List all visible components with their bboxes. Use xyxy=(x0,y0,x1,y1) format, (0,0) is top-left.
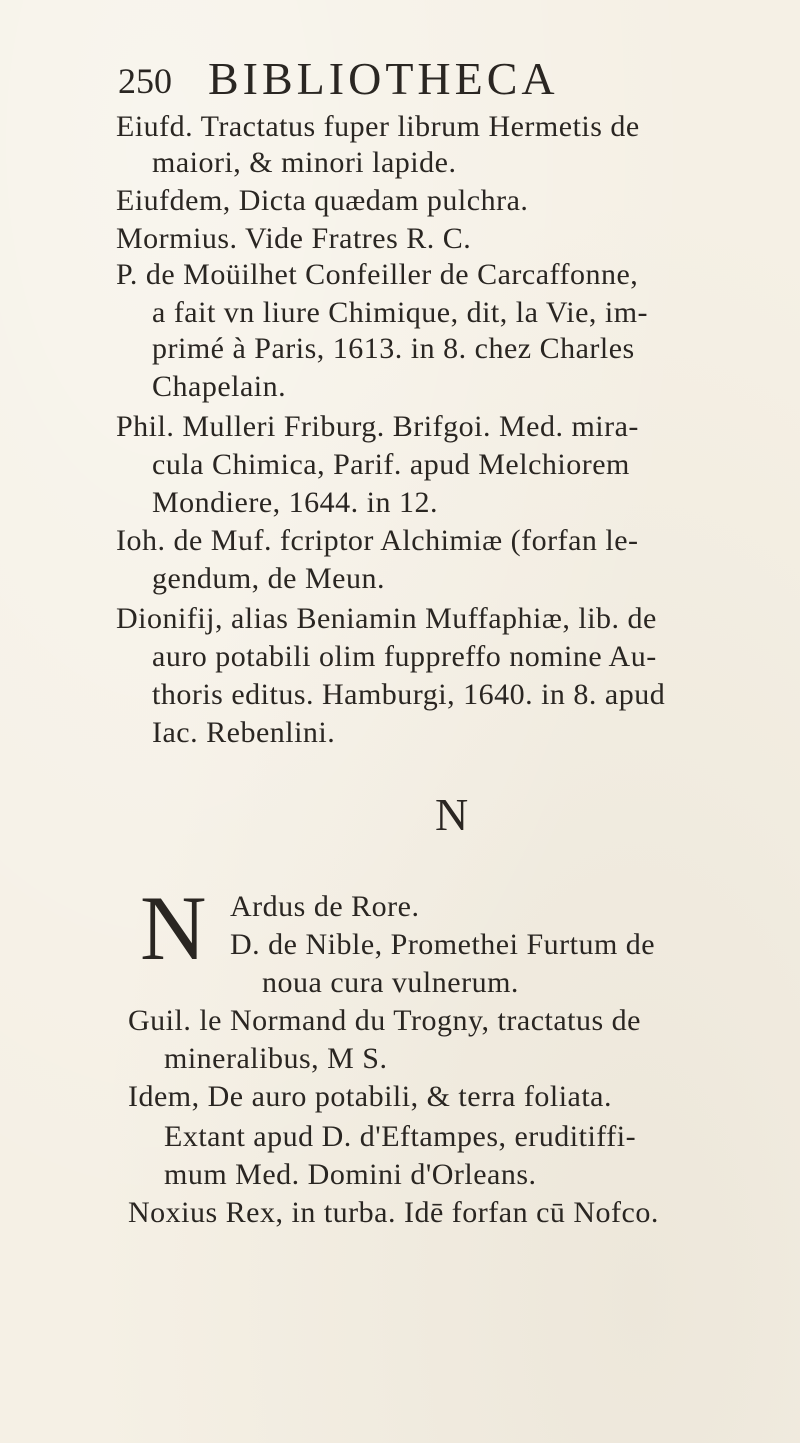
text-line: Eiufdem, Dicta quædam pulchra. xyxy=(116,184,529,217)
text-line: Eiufd. Tractatus fuper librum Hermetis de xyxy=(116,110,640,143)
text-line: Chapelain. xyxy=(152,370,287,403)
text-line: auro potabili olim fuppreffo nomine Au- xyxy=(152,640,657,673)
text-line: P. de Moüilhet Confeiller de Carcaffonne, xyxy=(116,258,639,291)
page-header xyxy=(118,48,718,108)
page-number: 250 xyxy=(118,61,172,101)
text-line: cula Chimica, Parif. apud Melchiorem xyxy=(152,448,630,481)
text-line: Ioh. de Muf. fcriptor Alchimiæ (forfan le- xyxy=(116,524,639,557)
running-title: BIBLIOTHECA xyxy=(208,53,559,104)
text-line: Idem, De auro potabili, & terra foliata. xyxy=(128,1080,612,1113)
text-line: Ardus de Rore. xyxy=(230,890,420,923)
text-line: D. de Nible, Promethei Furtum de xyxy=(230,928,656,961)
drop-cap-letter: N xyxy=(140,877,207,979)
text-line: Mormius. Vide Fratres R. C. xyxy=(116,222,472,255)
text-line: maiori, & minori lapide. xyxy=(152,146,457,179)
section-heading-letter: N xyxy=(435,789,469,840)
text-line: Dionifij, alias Beniamin Muffaphiæ, lib. de xyxy=(116,602,657,635)
text-line: gendum, de Meun. xyxy=(152,562,385,595)
text-line: Iac. Rebenlini. xyxy=(152,716,336,749)
text-line: mum Med. Domini d'Orleans. xyxy=(164,1158,537,1191)
text-line: Extant apud D. d'Eftampes, eruditiffi- xyxy=(164,1120,637,1153)
text-line: mineralibus, M S. xyxy=(164,1042,388,1075)
text-line: primé à Paris, 1613. in 8. chez Charles xyxy=(152,332,635,365)
text-line: thoris editus. Hamburgi, 1640. in 8. apud xyxy=(152,678,666,711)
text-line: a fait vn liure Chimique, dit, la Vie, im- xyxy=(152,296,649,329)
text-line: Guil. le Normand du Trogny, tractatus de xyxy=(128,1004,641,1037)
text-line: Phil. Mulleri Friburg. Brifgoi. Med. mira- xyxy=(116,410,639,443)
text-line: Noxius Rex, in turba. Idē forfan cū Nofco. xyxy=(128,1196,659,1229)
text-line: noua cura vulnerum. xyxy=(262,966,519,999)
text-line: Mondiere, 1644. in 12. xyxy=(152,486,438,519)
